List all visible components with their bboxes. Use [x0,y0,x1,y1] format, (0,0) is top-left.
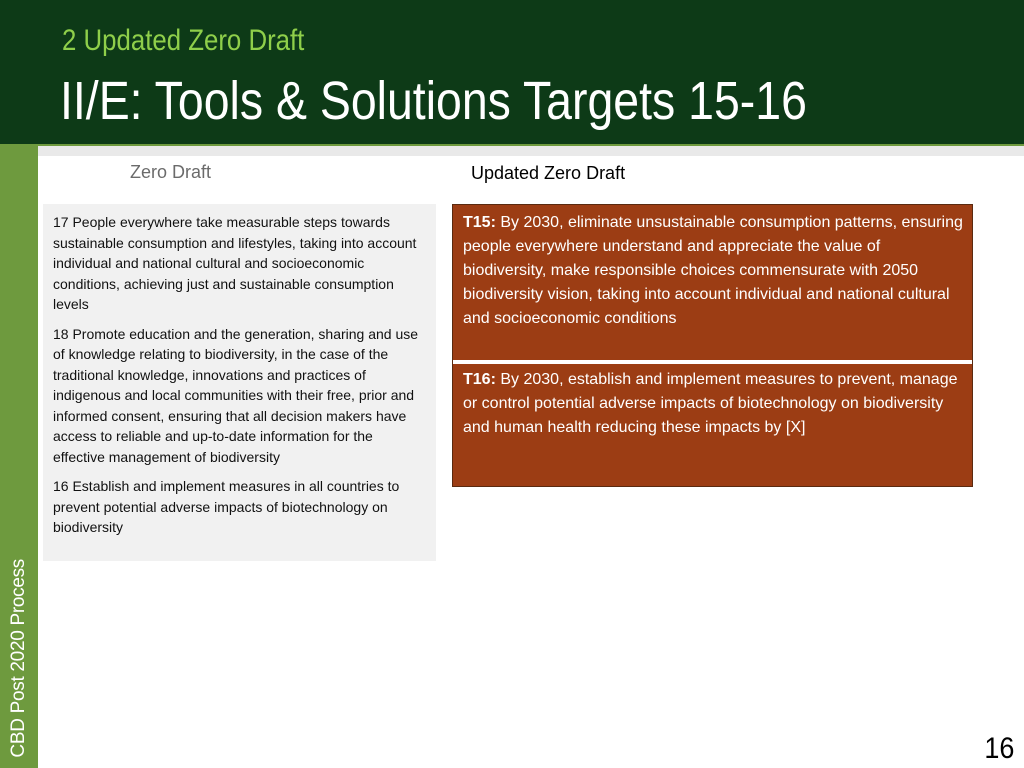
slide-title: II/E: Tools & Solutions Targets 15-16 [60,71,807,131]
sidebar [0,146,38,768]
target-t16 [463,368,963,440]
zero-draft-item-17: 17 People everywhere take measurable steps towards sustainable consumption and lifestyles, taking into account individual and national cultural and socioeconomic conditions, achieving just and sustainable consumption levels [53,214,417,312]
slide-subtitle: 2 Updated Zero Draft [62,24,305,57]
target-t15-text: By 2030, eliminate unsustainable consumption patterns, ensuring people everywhere understand and appreciate the value of biodiversity, make responsible choices commensurate with 2050 biodiversity vision, taking into account individual and national cultural and socioeconomic conditions [463,214,963,327]
sidebar-label: CBD Post 2020 Process [8,559,29,758]
zero-draft-heading: Zero Draft [130,162,212,182]
target-t15 [463,211,963,331]
target-t16-code: T16: [463,371,496,388]
page-number: 16 [983,732,1014,765]
header-shadow-strip [38,146,1024,156]
updated-zero-draft-box [452,204,973,487]
target-divider [453,360,972,364]
target-t16-text: By 2030, establish and implement measures to prevent, manage or control potential adverse impacts of biotechnology on biodiversity and human health reducing these impacts by [X] [463,371,958,436]
updated-zero-draft-heading: Updated Zero Draft [471,163,626,183]
zero-draft-box [43,204,436,561]
zero-draft-item-18: 18 Promote education and the generation, sharing and use of knowledge relating to biodiversity, in the case of the traditional knowledge, innovations and practices of indigenous and local communities with their free, prior and informed consent, ensuring that all decision makers have access to reliable and up-to-date information for the effective management of biodiversity [53,325,419,465]
target-t15-code: T15: [463,214,496,231]
slide-header [0,0,1024,146]
zero-draft-item-16: 16 Establish and implement measures in all countries to prevent potential adverse impacts of biotechnology on biodiversity [53,478,400,535]
